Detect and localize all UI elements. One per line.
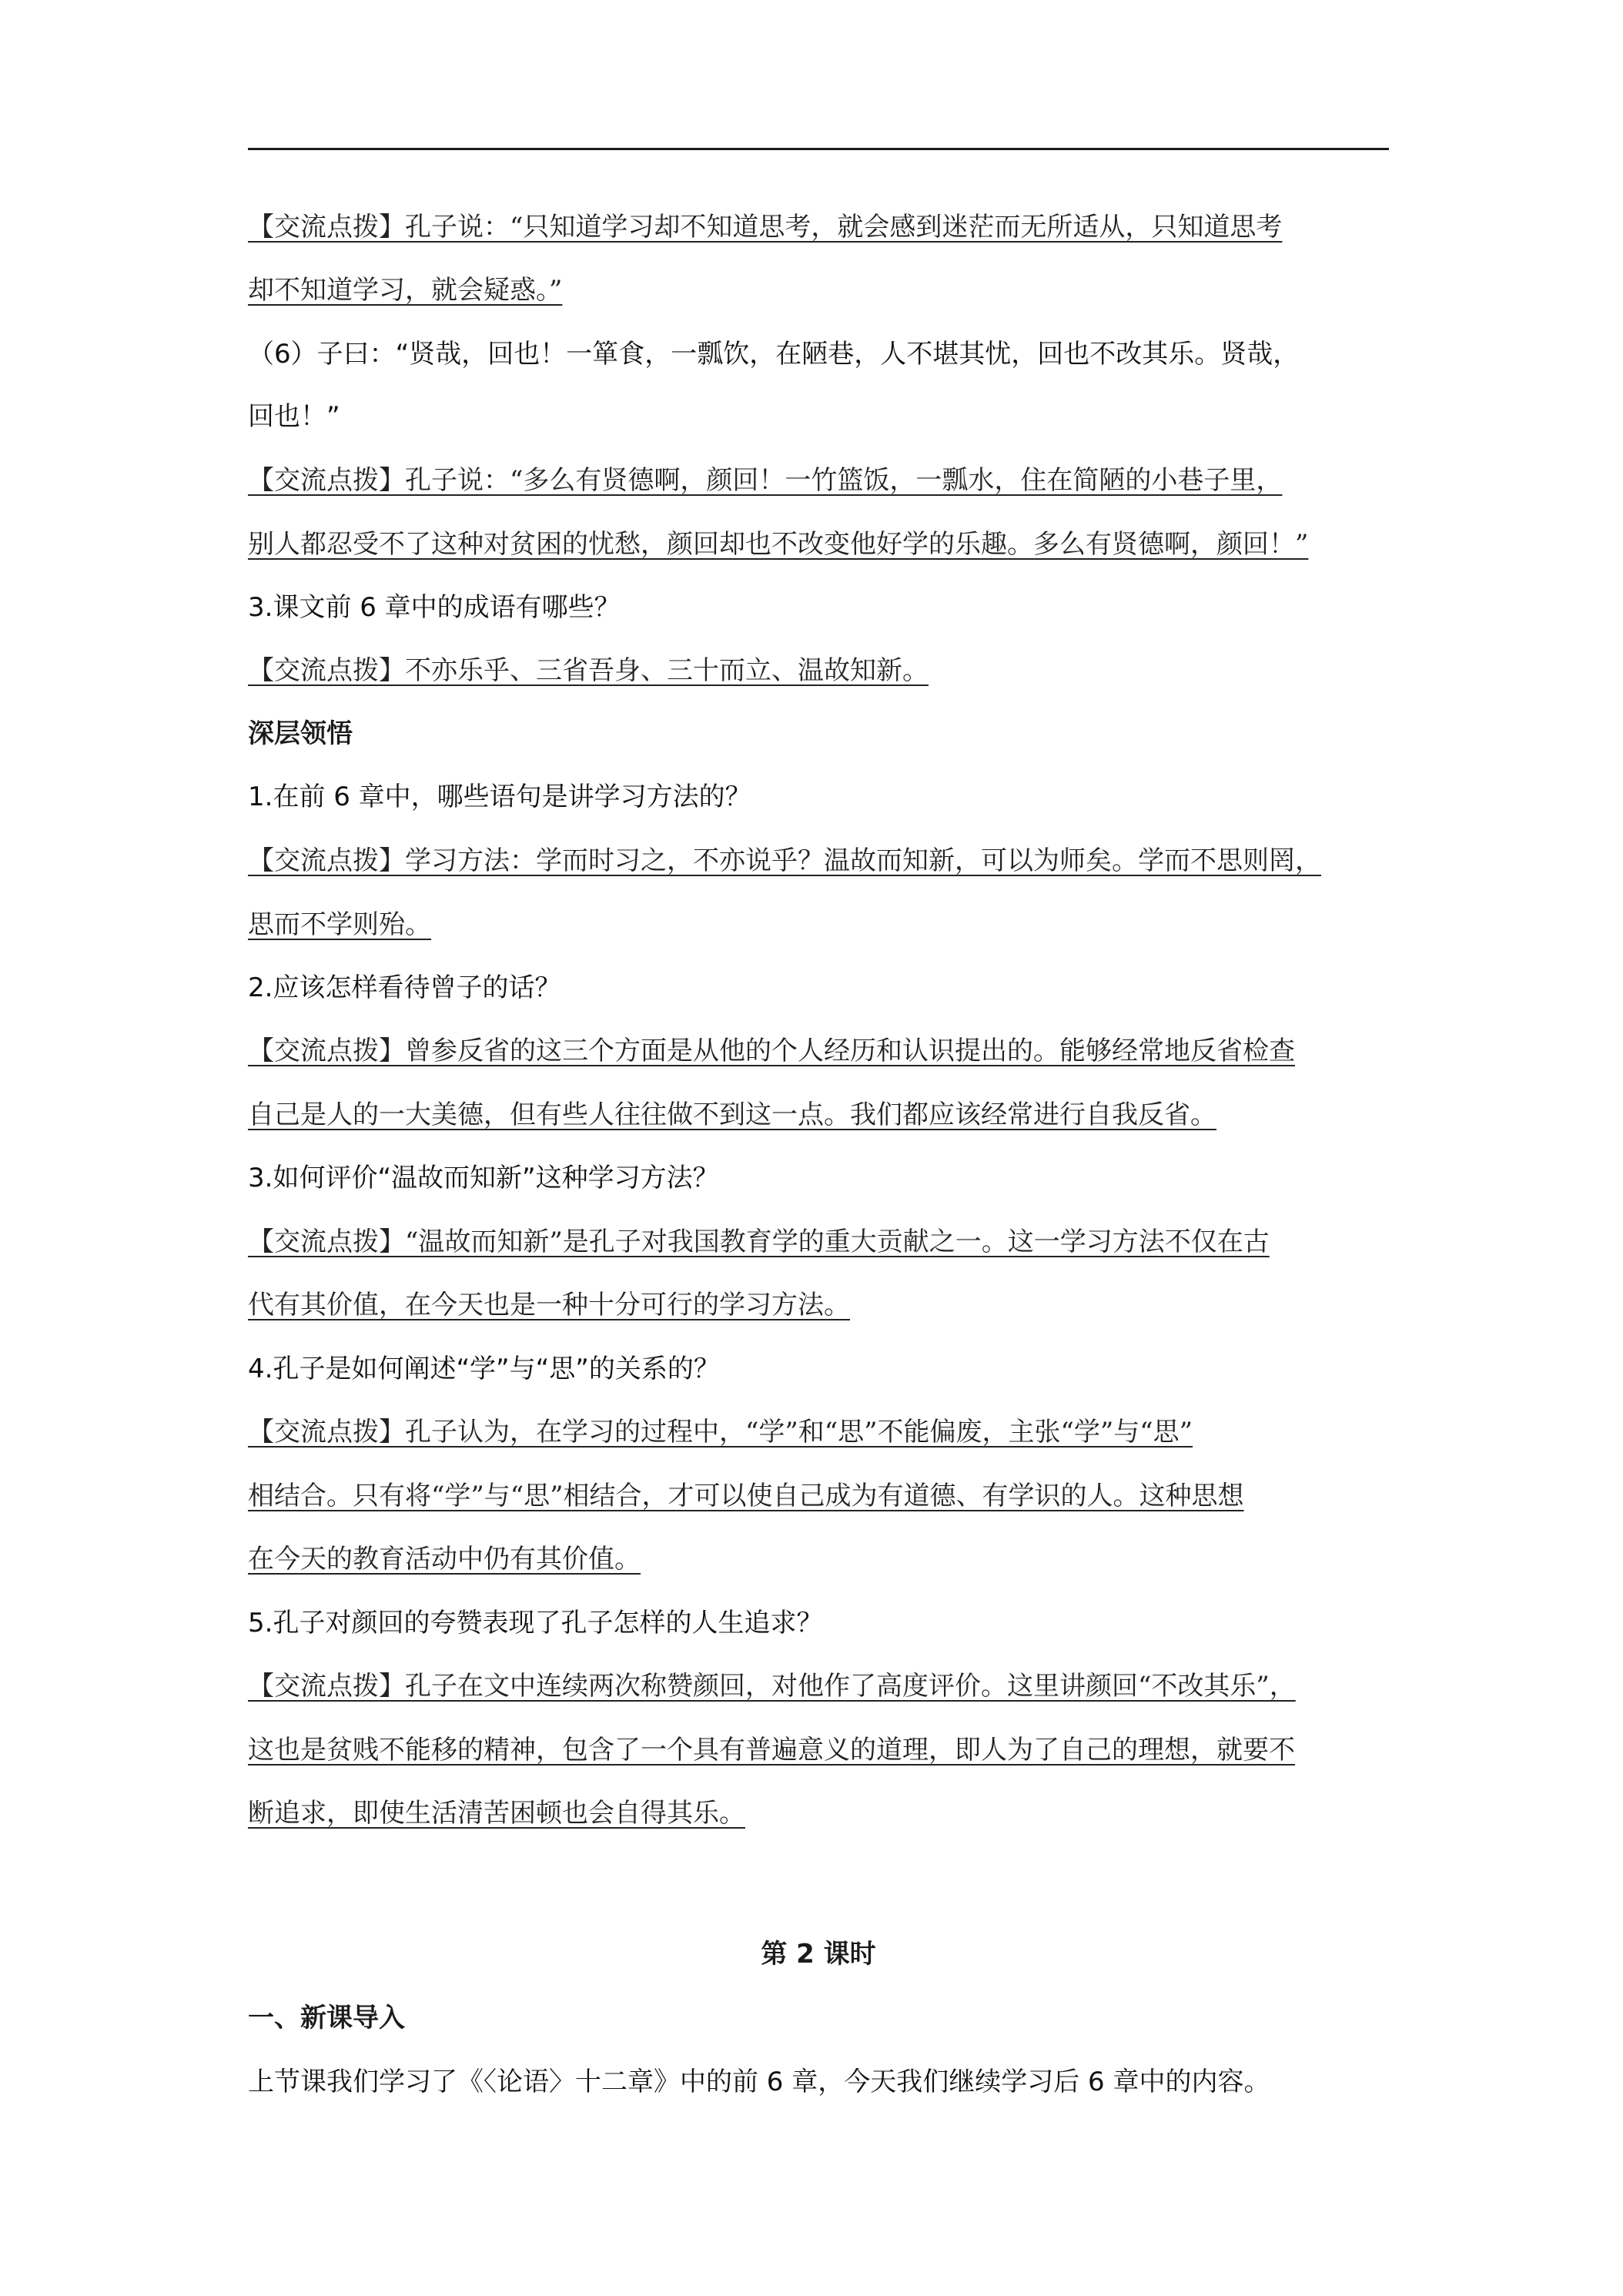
answer-line: 自己是人的一大美德，但有些人往往做不到这一点。我们都应该经常进行自我反省。: [248, 1099, 1216, 1130]
header-rule: [248, 148, 1389, 150]
text-line: 上节课我们学习了《〈论语〉十二章》中的前 6 章，今天我们继续学习后 6 章中的内容。: [248, 2067, 1270, 2097]
answer-line: 【交流点拨】曾参反省的这三个方面是从他的个人经历和认识提出的。能够经常地反省检查: [248, 1036, 1295, 1066]
answer-line: 【交流点拨】孔子说：“只知道学习却不知道思考，就会感到迷茫而无所适从，只知道思考: [248, 212, 1283, 243]
text-line: 5.孔子对颜回的夸赞表现了孔子怎样的人生追求？: [248, 1608, 823, 1638]
answer-line: 代有其价值，在今天也是一种十分可行的学习方法。: [248, 1290, 850, 1320]
answer-line: 别人都忍受不了这种对贫困的忧愁，颜回却也不改变他好学的乐趣。多么有贤德啊，颜回！”: [248, 529, 1309, 560]
answer-line: 【交流点拨】孔子在文中连续两次称赞颜回，对他作了高度评价。这里讲颜回“不改其乐”，: [248, 1671, 1296, 1702]
answer-line: 【交流点拨】学习方法：学而时习之，不亦说乎？温故而知新，可以为师矣。学而不思则罔，: [248, 845, 1321, 876]
answer-line: 【交流点拨】孔子说：“多么有贤德啊，颜回！一竹篮饭，一瓢水，住在简陋的小巷子里，: [248, 465, 1283, 496]
text-line: （6）子曰：“贤哉，回也！一箪食，一瓢饮，在陋巷，人不堪其忧，回也不改其乐。贤哉，: [248, 339, 1300, 370]
answer-line: 【交流点拨】不亦乐乎、三省吾身、三十而立、温故知新。: [248, 655, 929, 686]
section-heading: 第 2 课时: [761, 1939, 876, 1970]
answer-line: 这也是贫贱不能移的精神，包含了一个具有普遍意义的道理，即人为了自己的理想，就要不: [248, 1735, 1295, 1766]
text-line: 2.应该怎样看待曾子的话？: [248, 972, 561, 1003]
answer-line: 断追求，即使生活清苦困顿也会自得其乐。: [248, 1798, 745, 1829]
text-line: 3.如何评价“温故而知新”这种学习方法？: [248, 1163, 719, 1193]
answer-line: 却不知道学习，就会疑惑。”: [248, 275, 563, 306]
section-heading: 一、新课导入: [248, 2003, 405, 2033]
text-line: 4.孔子是如何阐述“学”与“思”的关系的？: [248, 1354, 720, 1384]
answer-line: 【交流点拨】孔子认为，在学习的过程中，“学”和“思”不能偏废，主张“学”与“思”: [248, 1417, 1193, 1448]
answer-line: 相结合。只有将“学”与“思”相结合，才可以使自己成为有道德、有学识的人。这种思想: [248, 1481, 1244, 1511]
answer-line: 在今天的教育活动中仍有其价值。: [248, 1544, 641, 1575]
text-line: 回也！”: [248, 401, 340, 432]
section-heading: 深层领悟: [248, 718, 353, 749]
answer-line: 思而不学则殆。: [248, 909, 431, 940]
answer-line: 【交流点拨】“温故而知新”是孔子对我国教育学的重大贡献之一。这一学习方法不仅在古: [248, 1227, 1270, 1257]
text-line: 3.课文前 6 章中的成语有哪些？: [248, 592, 621, 623]
text-line: 1.在前 6 章中，哪些语句是讲学习方法的？: [248, 782, 751, 812]
